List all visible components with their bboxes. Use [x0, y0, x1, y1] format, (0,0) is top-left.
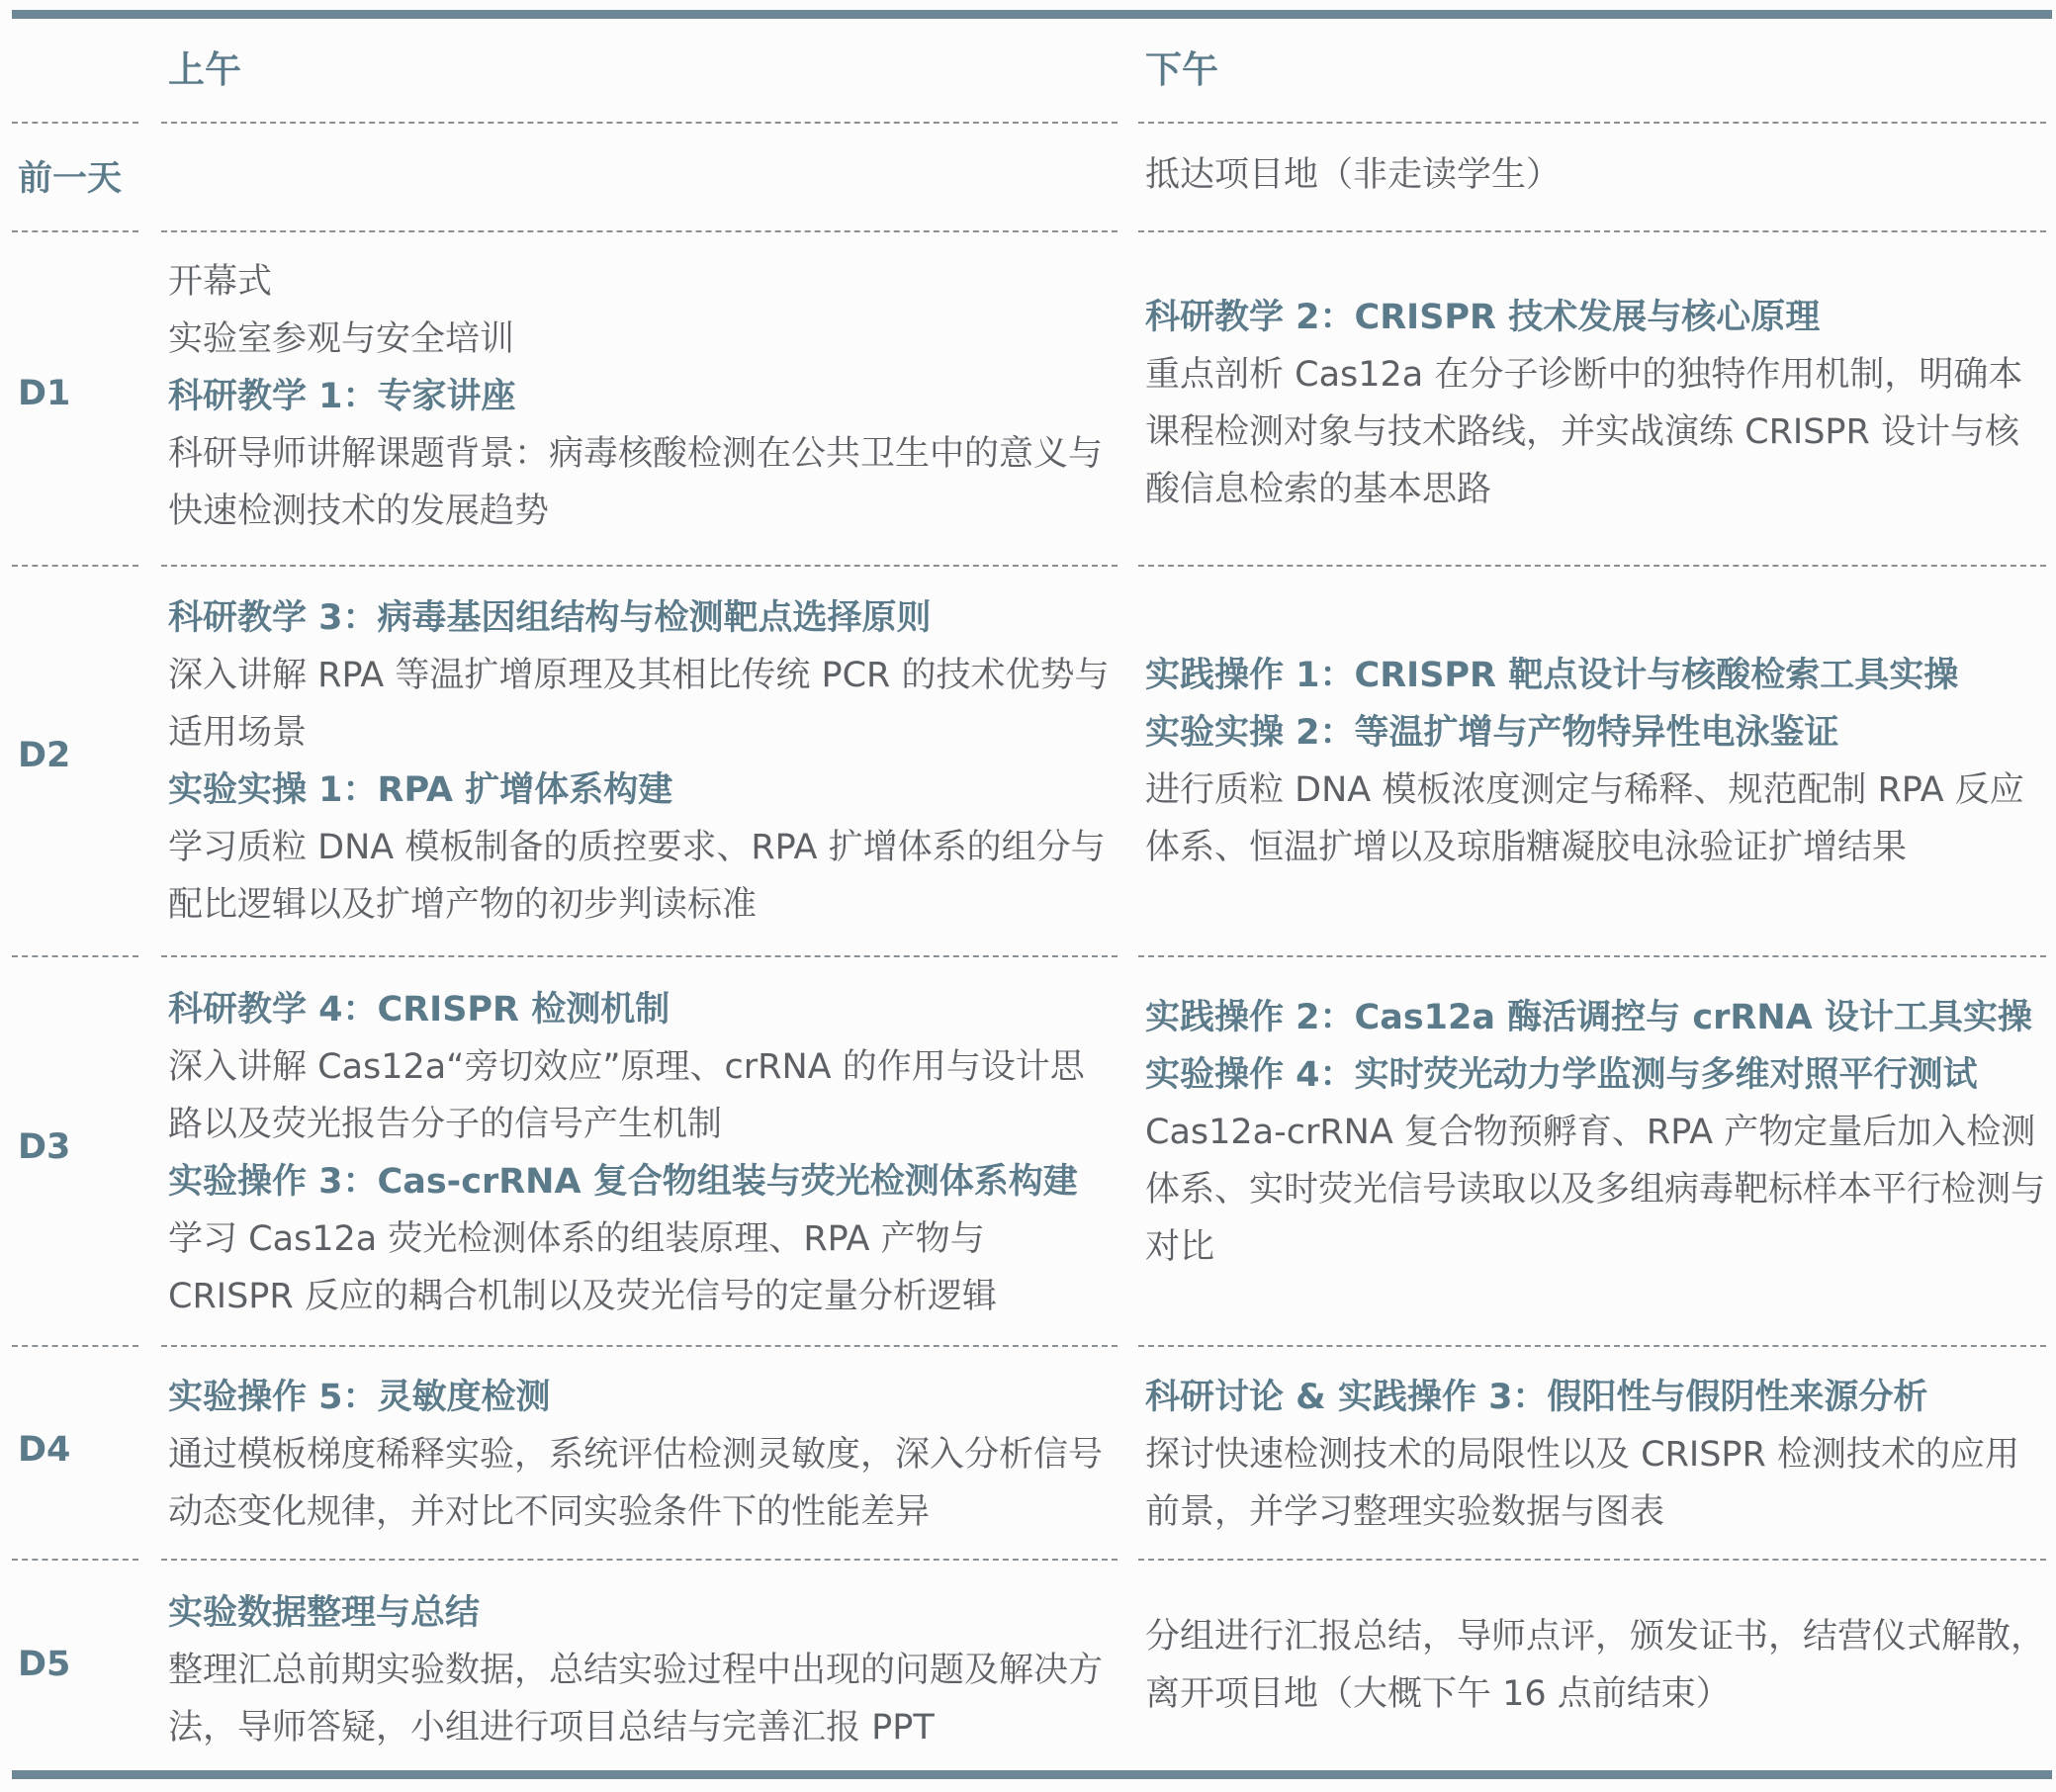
afternoon-cell [1145, 289, 2045, 518]
day-label: D3 [18, 1127, 71, 1167]
session-description: 深入讲解 RPA 等温扩增原理及其相比传统 PCR 的技术优势与适用场景 [168, 656, 1110, 753]
session-description: 深入讲解 Cas12a“旁切效应”原理、crRNA 的作用与设计思路以及荧光报告分子的信号产生机制 [168, 1047, 1085, 1144]
afternoon-cell [1145, 1608, 2045, 1723]
session-description: 学习质粒 DNA 模板制备的质控要求、RPA 扩增体系的组分与配比逻辑以及扩增产物的初步判读标准 [168, 828, 1106, 925]
session-title: 实践操作 2：Cas12a 酶活调控与 crRNA 设计工具实操 [1145, 998, 2032, 1037]
day-label: D1 [18, 374, 71, 413]
morning-cell [168, 589, 1113, 934]
session-description: 学习 Cas12a 荧光检测体系的组装原理、RPA 产物与 CRISPR 反应的耦合机制以及荧光信号的定量分析逻辑 [168, 1219, 997, 1316]
session-description: 通过模板梯度稀释实验，系统评估检测灵敏度，深入分析信号动态变化规律，并对比不同实验条件下的性能差异 [168, 1435, 1104, 1532]
day-label: 前一天 [18, 159, 123, 199]
morning-cell [168, 981, 1113, 1325]
morning-cell [168, 253, 1113, 540]
header-am: 上午 [168, 48, 241, 91]
session-description: 实验室参观与安全培训 [168, 319, 515, 359]
session-description: Cas12a-crRNA 复合物预孵育、RPA 产物定量后加入检测体系、实时荧光信号读取以及多组病毒靶标样本平行检测与对比 [1145, 1113, 2046, 1267]
session-description: 整理汇总前期实验数据，总结实验过程中出现的问题及解决方法，导师答疑，小组进行项目总结与完善汇报 PPT [168, 1651, 1104, 1747]
day-label: D2 [18, 736, 71, 775]
afternoon-cell [1145, 146, 2045, 204]
header-pm: 下午 [1145, 48, 1218, 91]
session-title: 科研教学 4：CRISPR 检测机制 [168, 990, 670, 1030]
top-rule [12, 10, 2052, 19]
session-title: 实验实操 2：等温扩增与产物特异性电泳鉴证 [1145, 713, 1839, 753]
session-description: 分组进行汇报总结，导师点评，颁发证书，结营仪式解散，离开项目地（大概下午 16 点前结束） [1145, 1617, 2046, 1714]
session-title: 科研教学 2：CRISPR 技术发展与核心原理 [1145, 298, 1821, 337]
session-title: 实验数据整理与总结 [168, 1593, 481, 1633]
session-description: 探讨快速检测技术的局限性以及 CRISPR 检测技术的应用前景，并学习整理实验数据与图表 [1145, 1435, 2019, 1532]
session-title: 实验实操 1：RPA 扩增体系构建 [168, 770, 673, 810]
session-description: 科研导师讲解课题背景：病毒核酸检测在公共卫生中的意义与快速检测技术的发展趋势 [168, 434, 1104, 531]
day-label: D5 [18, 1645, 71, 1684]
session-title: 科研教学 3：病毒基因组结构与检测靶点选择原则 [168, 598, 932, 638]
session-title: 实验操作 3：Cas-crRNA 复合物组装与荧光检测体系构建 [168, 1162, 1078, 1202]
session-description: 重点剖析 Cas12a 在分子诊断中的独特作用机制，明确本课程检测对象与技术路线，并实战演练 CRISPR 设计与核酸信息检索的基本思路 [1145, 355, 2023, 509]
session-title: 实验操作 5：灵敏度检测 [168, 1378, 551, 1417]
bottom-rule [12, 1770, 2052, 1779]
afternoon-cell [1145, 1369, 2045, 1541]
session-title: 实践操作 1：CRISPR 靶点设计与核酸检索工具实操 [1145, 656, 1959, 695]
session-description: 进行质粒 DNA 模板浓度测定与稀释、规范配制 RPA 反应体系、恒温扩增以及琼脂糖凝胶电泳验证扩增结果 [1145, 770, 2024, 867]
session-description: 抵达项目地（非走读学生） [1145, 155, 1562, 195]
afternoon-cell [1145, 989, 2045, 1276]
session-title: 科研教学 1：专家讲座 [168, 377, 516, 416]
afternoon-cell [1145, 647, 2045, 876]
session-title: 科研讨论 & 实践操作 3：假阳性与假阴性来源分析 [1145, 1378, 1928, 1417]
day-label: D4 [18, 1430, 71, 1470]
morning-cell [168, 1369, 1113, 1541]
session-title: 实验操作 4：实时荧光动力学监测与多维对照平行测试 [1145, 1055, 1978, 1095]
morning-cell [168, 1584, 1113, 1756]
session-description: 开幕式 [168, 262, 273, 302]
